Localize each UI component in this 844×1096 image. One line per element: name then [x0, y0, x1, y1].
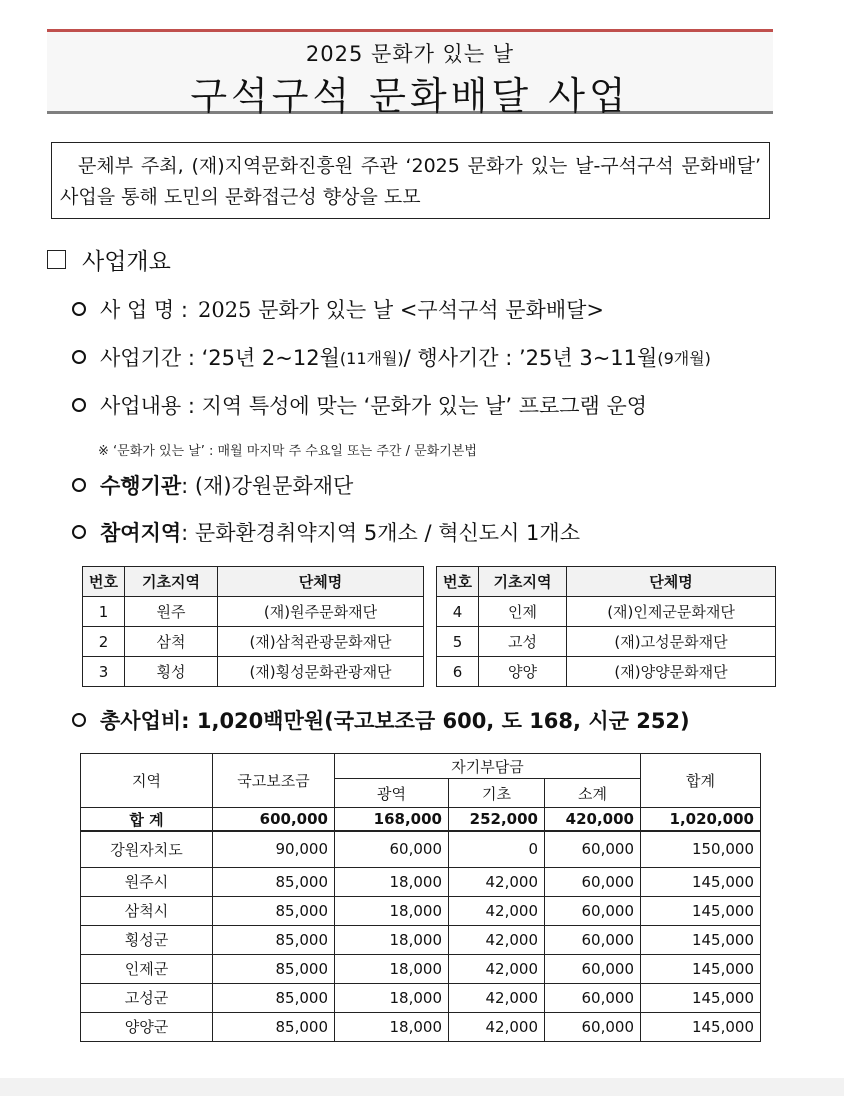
header-region: 지역 [81, 754, 213, 808]
header-self-burden: 자기부담금 [335, 754, 641, 779]
cell: (재)고성문화재단 [567, 627, 776, 657]
cell: 1 [83, 597, 125, 627]
cell: 42,000 [449, 1012, 545, 1041]
project-name-label: 사 업 명 : [100, 298, 188, 322]
cell: 0 [449, 831, 545, 867]
cell: 145,000 [641, 867, 761, 896]
cell: 18,000 [335, 983, 449, 1012]
header-basic: 기초 [449, 779, 545, 808]
header-org-name: 단체명 [567, 567, 776, 597]
page-bottom-margin [0, 1078, 844, 1096]
region-table-right [436, 566, 776, 687]
header-org-name: 단체명 [218, 567, 424, 597]
cell: 85,000 [213, 925, 335, 954]
cell: 600,000 [213, 808, 335, 832]
cell: 인제 [479, 597, 567, 627]
cell: (재)원주문화재단 [218, 597, 424, 627]
event-period-label: / 행사기간 : ’25년 3~11월 [403, 346, 658, 370]
cell: 85,000 [213, 896, 335, 925]
cell: 420,000 [545, 808, 641, 832]
circle-bullet-icon [72, 302, 86, 316]
document-title: 구석구석 문화배달 사업 [190, 74, 630, 118]
project-name-value: 2025 문화가 있는 날 <구석구석 문화배달> [197, 298, 604, 322]
cell: 18,000 [335, 954, 449, 983]
cell: 145,000 [641, 925, 761, 954]
cell: 145,000 [641, 1012, 761, 1041]
cell: 4 [437, 597, 479, 627]
item-organization [72, 470, 353, 500]
cell: 횡성군 [81, 925, 213, 954]
cell: 42,000 [449, 896, 545, 925]
cell: 고성 [479, 627, 567, 657]
section-title: 사업개요 [82, 249, 171, 275]
header-base-region: 기초지역 [479, 567, 567, 597]
table-row [81, 983, 761, 1012]
table-row [81, 954, 761, 983]
organization-value: : (재)강원문화재단 [181, 474, 354, 498]
table-row [81, 831, 761, 867]
circle-bullet-icon [72, 713, 86, 727]
cell: 60,000 [545, 896, 641, 925]
item-project-content [72, 390, 647, 420]
title-box [47, 29, 773, 118]
cell: 양양 [479, 657, 567, 687]
circle-bullet-icon [72, 350, 86, 364]
summary-box: 문체부 주최, (재)지역문화진흥원 주관 ‘2025 문화가 있는 날-구석구석 문화배달’ 사업을 통해 도민의 문화접근성 향상을 도모 [51, 142, 770, 219]
circle-bullet-icon [72, 525, 86, 539]
cell: 60,000 [545, 925, 641, 954]
cell: 145,000 [641, 983, 761, 1012]
cell: 42,000 [449, 867, 545, 896]
cell: 42,000 [449, 925, 545, 954]
section-heading [47, 243, 171, 276]
cell: 횡성 [125, 657, 218, 687]
cell: 원주시 [81, 867, 213, 896]
budget-label: 총사업비: 1,020백만원(국고보조금 600, 도 168, 시군 252) [100, 709, 690, 733]
cell: 60,000 [545, 983, 641, 1012]
cell: 원주 [125, 597, 218, 627]
square-bullet-icon [47, 250, 66, 269]
cell: 강원자치도 [81, 831, 213, 867]
cell: (재)양양문화재단 [567, 657, 776, 687]
event-months: (9개월) [657, 348, 711, 368]
table-row [437, 627, 776, 657]
cell: 90,000 [213, 831, 335, 867]
content-text: 사업내용 : 지역 특성에 맞는 ‘문화가 있는 날’ 프로그램 운영 [100, 394, 648, 418]
circle-bullet-icon [72, 478, 86, 492]
cell: 150,000 [641, 831, 761, 867]
cell: 5 [437, 627, 479, 657]
cell: 42,000 [449, 983, 545, 1012]
cell: (재)인제군문화재단 [567, 597, 776, 627]
cell: 60,000 [545, 954, 641, 983]
cell: 합 계 [81, 808, 213, 832]
cell: 18,000 [335, 1012, 449, 1041]
cell: 18,000 [335, 896, 449, 925]
cell: 145,000 [641, 954, 761, 983]
table-row [437, 597, 776, 627]
cell: 85,000 [213, 954, 335, 983]
document-subtitle: 2025 문화가 있는 날 [305, 42, 515, 66]
header-wide: 광역 [335, 779, 449, 808]
cell: 145,000 [641, 896, 761, 925]
table-row [83, 657, 424, 687]
header-number: 번호 [83, 567, 125, 597]
cell: 삼척시 [81, 896, 213, 925]
cell: (재)횡성문화관광재단 [218, 657, 424, 687]
cell: 60,000 [545, 1012, 641, 1041]
cell: 삼척 [125, 627, 218, 657]
cell: 3 [83, 657, 125, 687]
header-number: 번호 [437, 567, 479, 597]
header-national: 국고보조금 [213, 754, 335, 808]
table-row [81, 1012, 761, 1041]
organization-label: 수행기관 [100, 474, 182, 498]
header-total: 합계 [641, 754, 761, 808]
cell: 85,000 [213, 867, 335, 896]
content-note: ※ ‘문화가 있는 날’ : 매월 마지막 주 수요일 또는 주간 / 문화기본법 [98, 444, 477, 459]
table-row [83, 627, 424, 657]
cell: 60,000 [335, 831, 449, 867]
regions-value: : 문화환경취약지역 5개소 / 혁신도시 1개소 [181, 521, 580, 545]
table-row [83, 597, 424, 627]
header-base-region: 기초지역 [125, 567, 218, 597]
regions-label: 참여지역 [100, 521, 182, 545]
item-budget [72, 705, 690, 735]
item-regions [72, 517, 580, 547]
cell: 고성군 [81, 983, 213, 1012]
cell: 6 [437, 657, 479, 687]
cell: 42,000 [449, 954, 545, 983]
item-project-name [72, 294, 604, 324]
budget-table [80, 753, 761, 1042]
item-project-period [72, 342, 711, 372]
table-row [81, 867, 761, 896]
cell: 60,000 [545, 867, 641, 896]
cell: 18,000 [335, 925, 449, 954]
period-label: 사업기간 : ‘25년 2~12월 [100, 346, 340, 370]
cell: 60,000 [545, 831, 641, 867]
cell: 2 [83, 627, 125, 657]
table-row [81, 925, 761, 954]
table-row [437, 657, 776, 687]
cell: 인제군 [81, 954, 213, 983]
cell: 252,000 [449, 808, 545, 832]
table-row-total [81, 808, 761, 832]
cell: 18,000 [335, 867, 449, 896]
cell: 양양군 [81, 1012, 213, 1041]
circle-bullet-icon [72, 398, 86, 412]
header-subtotal: 소계 [545, 779, 641, 808]
cell: 1,020,000 [641, 808, 761, 832]
cell: 85,000 [213, 983, 335, 1012]
cell: (재)삼척관광문화재단 [218, 627, 424, 657]
region-table-left [82, 566, 424, 687]
cell: 85,000 [213, 1012, 335, 1041]
period-months: (11개월) [339, 348, 404, 368]
table-row [81, 896, 761, 925]
cell: 168,000 [335, 808, 449, 832]
